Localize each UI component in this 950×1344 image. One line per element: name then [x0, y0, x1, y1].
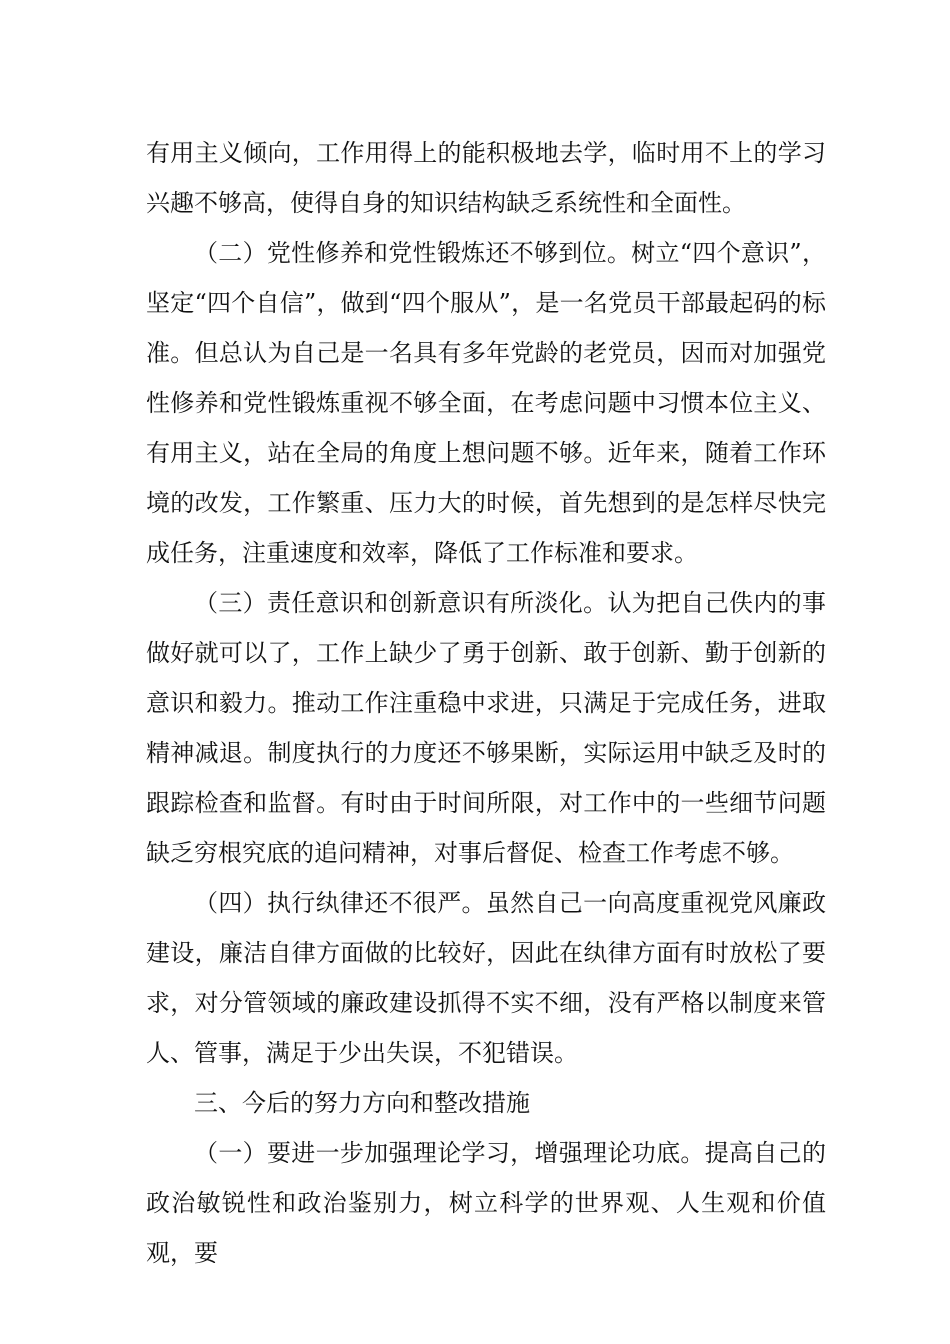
- paragraph-continuation: 有用主义倾向，工作用得上的能积极地去学，临时用不上的学习兴趣不够高，使得自身的知识结构缺乏系统性和全面性。: [146, 139, 826, 217]
- paragraph-responsibility: （三）责任意识和创新意识有所淡化。认为把自己佚内的事做好就可以了，工作上缺少了勇于创新、敢于创新、勤于创新的意识和毅力。推动工作注重稳中求进，只满足于完成任务，进取精神减退。制度执行的力度还不够果断，实际运用中缺乏及时的跟踪检查和监督。有时由于时间所限，对工作中的一些细节问题缺乏穷根究底的追问精神，对事后督促、检查工作考虑不够。: [146, 589, 826, 867]
- paragraph-theory-study: （一）要进一步加强理论学习，增强理论功底。提高自己的政治敏锐性和政治鉴别力，树立科学的世界观、人生观和价值观，要: [146, 1139, 826, 1267]
- document-body: [146, 128, 826, 1278]
- section-heading: 三、今后的努力方向和整改措施: [194, 1089, 530, 1117]
- paragraph-discipline: （四）执行纨律还不很严。虽然自己一向高度重视党风廉政建设，廉洁自律方面做的比较好，因此在纨律方面有时放松了要求，对分管领域的廉政建设抓得不实不细，没有严格以制度来管人、管事，满足于少出失误，不犯错误。: [146, 889, 826, 1067]
- paragraph-party-spirit: （二）党性修养和党性锻炼还不够到位。树立“四个意识”，坚定“四个自信”，做到“四个服从”，是一名党员干部最起码的标准。但总认为自己是一名具有多年党龄的老党员，因而对加强党性修养和党性锻炼重视不够全面，在考虑问题中习惯本位主义、有用主义，站在全局的角度上想问题不够。近年来，随着工作环境的改发，工作繁重、压力大的时候，首先想到的是怎样尽快完成任务，注重速度和效率，降低了工作标准和要求。: [146, 239, 826, 567]
